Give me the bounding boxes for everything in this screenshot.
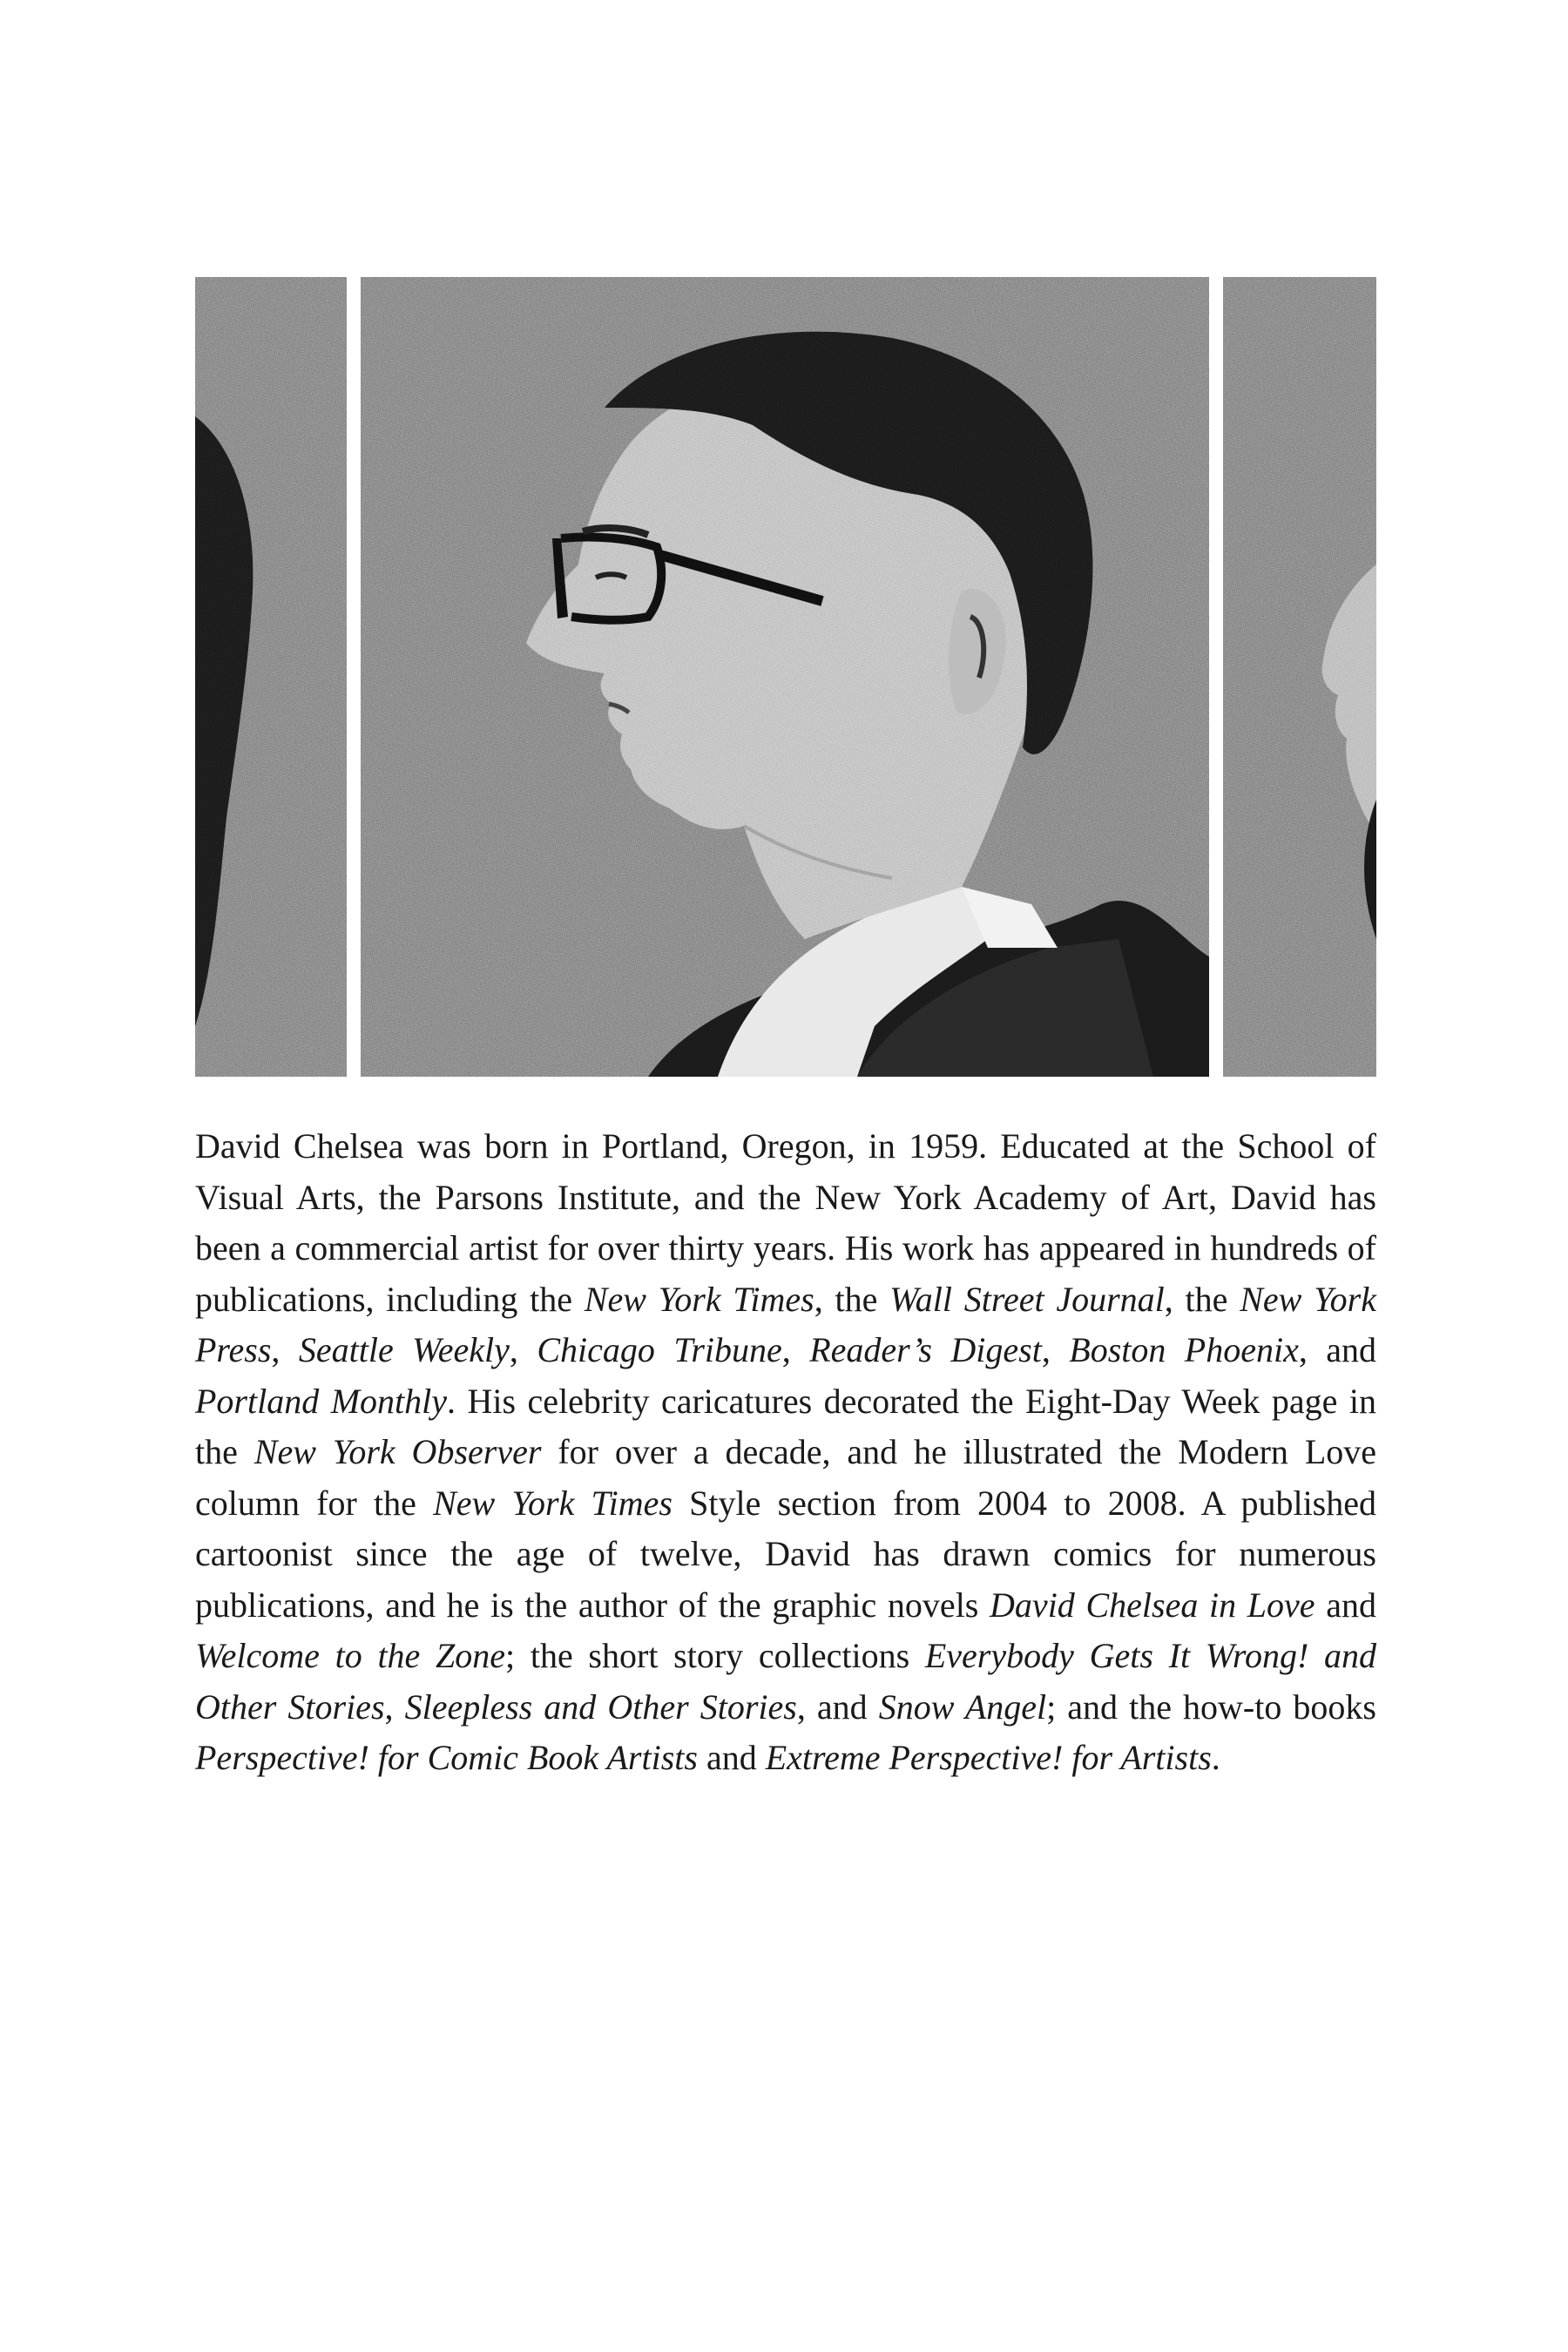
bio-text-run: , and xyxy=(796,1686,879,1727)
bio-title-italic: Boston Phoenix xyxy=(1069,1330,1299,1369)
bio-title-italic: David Chelsea in Love xyxy=(990,1585,1315,1625)
bio-title-italic: Extreme Perspective! for Artists xyxy=(765,1738,1212,1777)
bio-text-run: , and xyxy=(1298,1330,1377,1369)
bio-title-italic: New York Observer xyxy=(253,1432,542,1471)
bio-title-italic: Wall Street Journal xyxy=(889,1279,1165,1319)
bio-text-run: and xyxy=(697,1738,766,1777)
bio-title-italic: Welcome to the Zone xyxy=(195,1636,506,1675)
bio-title-italic: Perspective! for Comic Book Artists xyxy=(195,1738,698,1777)
photo-panel-right xyxy=(1223,277,1376,1077)
bio-text-run: David Chelsea was born in Portland, Oregon, in 1959. Educated at the School of Visual Arts, the Parsons Institute, and the New York Academy of Art, David has been a commercial artist for over thirty years. His work has appeared in hundreds of publications, including the xyxy=(195,1126,1376,1319)
bio-title-italic: New York Times xyxy=(433,1483,672,1523)
bio-text-run: , the xyxy=(814,1279,890,1319)
bio-text-run: ; the short story collections xyxy=(505,1636,925,1675)
bio-title-italic: Seattle Weekly xyxy=(298,1330,510,1369)
author-photo-strip xyxy=(195,277,1376,1077)
bio-title-italic: Sleepless and Other Stories xyxy=(404,1686,797,1727)
bio-text-run: Style section from 2004 to 2008. A published cartoonist since the age of twelve, David has drawn comics for numerous publications, and he is the author of the graphic novels xyxy=(195,1483,1376,1625)
bio-text-run: , xyxy=(384,1686,405,1727)
bio-text-run: . xyxy=(1211,1738,1220,1777)
bio-text-run: , xyxy=(271,1330,299,1369)
author-bio-paragraph xyxy=(195,1121,1376,1784)
bio-text-run: for over a decade, and he illustrated the Modern Love column for the xyxy=(195,1432,1377,1523)
bio-title-italic: New York Times xyxy=(584,1279,814,1319)
bio-title-italic: New York Press xyxy=(195,1279,1376,1369)
bio-title-italic: Reader’s Digest xyxy=(809,1330,1042,1369)
bio-text-run: , xyxy=(1041,1330,1070,1369)
bio-title-italic: Everybody Gets It Wrong! and Other Stories xyxy=(195,1636,1376,1727)
bio-text-run: and xyxy=(1315,1585,1376,1625)
bio-text-run: , xyxy=(509,1330,537,1369)
photo-panel-left xyxy=(195,277,347,1077)
bio-title-italic: Portland Monthly xyxy=(195,1381,448,1421)
bio-text-run: ; and the how-to books xyxy=(1046,1686,1376,1727)
bio-title-italic: Snow Angel xyxy=(878,1686,1047,1727)
bio-text-run: . His celebrity caricatures decorated the Eight-Day Week page in the xyxy=(195,1381,1376,1471)
bio-text-run: , xyxy=(781,1330,810,1369)
bio-text-run: , the xyxy=(1164,1279,1240,1319)
photo-panel-center xyxy=(361,277,1209,1077)
bio-title-italic: Chicago Tribune xyxy=(537,1330,782,1369)
